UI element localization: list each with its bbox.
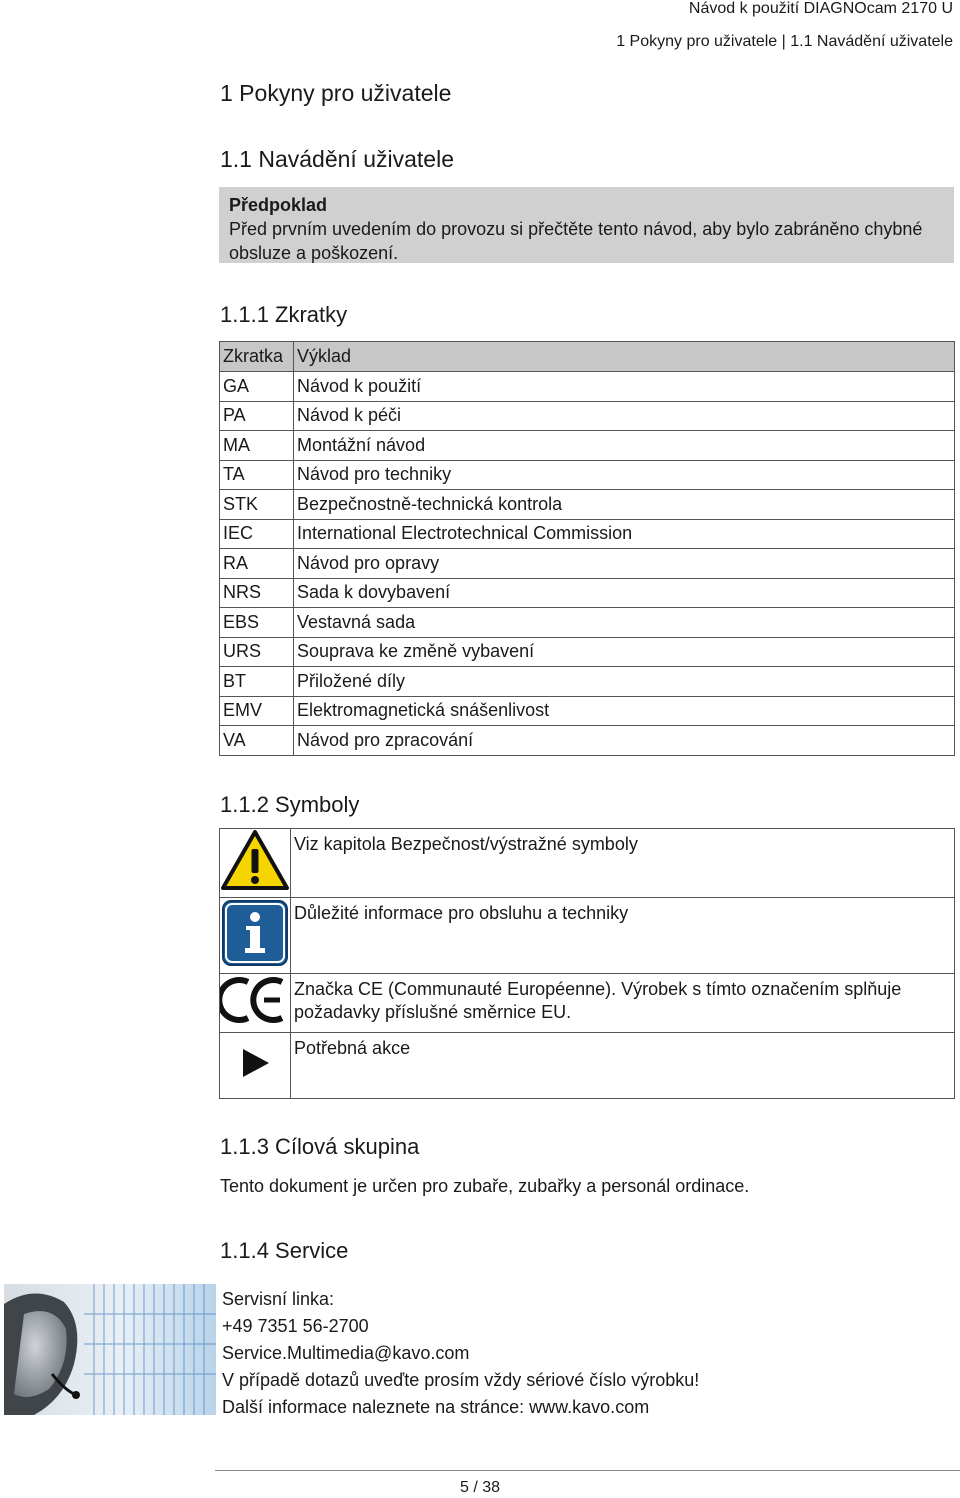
symbols-table [219,828,955,1099]
breadcrumb: 1 Pokyny pro uživatele | 1.1 Navádění uživatele [616,33,953,50]
service-operator-photo [4,1284,216,1415]
table-row [220,1033,955,1099]
prerequisite-text: Před prvním uvedením do provozu si přečtěte tento návod, aby bylo zabráněno chybné obsluze a poškození. [229,219,923,263]
service-line-label: Servisní linka: [222,1289,335,1309]
target-group-text: Tento dokument je určen pro zubaře, zubařky a personál ordinace. [220,1176,750,1196]
table-row [220,549,955,579]
table-row [220,401,955,431]
explanation-cell: Souprava ke změně vybavení [294,637,955,667]
table-header-row [220,342,955,372]
abbreviation-cell: VA [220,726,294,756]
symbol-description: Viz kapitola Bezpečnost/výstražné symboly [291,829,955,898]
abbreviation-cell: MA [220,431,294,461]
service-heading: 1.1.4 Service [220,1238,349,1263]
abbreviations-heading: 1.1.1 Zkratky [220,302,348,327]
column-header: Výklad [294,342,955,372]
table-row [220,431,955,461]
table-row [220,578,955,608]
table-row [220,667,955,697]
table-row [220,829,955,898]
symbol-description: Potřebná akce [291,1033,955,1099]
explanation-cell: Bezpečnostně-technická kontrola [294,490,955,520]
abbreviations-table [219,341,955,756]
action-arrow-icon [235,1043,275,1083]
table-row [220,726,955,756]
ce-mark-icon [220,974,290,1026]
abbreviation-cell: NRS [220,578,294,608]
symbol-description: Značka CE (Communauté Européenne). Výrobek s tímto označením splňuje požadavky příslušné směrnice EU. [291,974,955,1033]
abbreviation-cell: RA [220,549,294,579]
service-contact [222,1286,699,1421]
warning-triangle-icon [220,829,290,891]
explanation-cell: Návod pro zpracování [294,726,955,756]
chapter-title: 1 Pokyny pro uživatele [220,80,452,106]
explanation-cell: Elektromagnetická snášenlivost [294,696,955,726]
table-row [220,974,955,1033]
table-row [220,519,955,549]
abbreviation-cell: GA [220,372,294,402]
explanation-cell: Návod k péči [294,401,955,431]
explanation-cell: Přiložené díly [294,667,955,697]
table-row [220,372,955,402]
target-group-heading: 1.1.3 Cílová skupina [220,1134,420,1159]
symbol-description: Důležité informace pro obsluhu a techniky [291,898,955,974]
page-number: 5 / 38 [459,1479,501,1496]
table-row [220,637,955,667]
prerequisite-title: Předpoklad [229,195,328,215]
service-website: Další informace naleznete na stránce: www.kavo.com [222,1397,650,1417]
service-email: Service.Multimedia@kavo.com [222,1343,470,1363]
symbols-heading: 1.1.2 Symboly [220,792,360,817]
section-title: 1.1 Navádění uživatele [220,146,454,172]
table-row [220,898,955,974]
prerequisite-box [219,187,954,263]
table-row [220,696,955,726]
explanation-cell: Sada k dovybavení [294,578,955,608]
info-icon [221,899,289,967]
doc-title: Návod k použití DIAGNOcam 2170 U [688,0,953,17]
explanation-cell: Vestavná sada [294,608,955,638]
column-header: Zkratka [220,342,294,372]
abbreviation-cell: URS [220,637,294,667]
service-serial-note: V případě dotazů uveďte prosím vždy sériové číslo výrobku! [222,1370,700,1390]
explanation-cell: Návod k použití [294,372,955,402]
abbreviation-cell: TA [220,460,294,490]
table-row [220,490,955,520]
table-row [220,608,955,638]
abbreviation-cell: BT [220,667,294,697]
footer-divider [215,1470,960,1471]
abbreviation-cell: PA [220,401,294,431]
explanation-cell: Montážní návod [294,431,955,461]
abbreviation-cell: EMV [220,696,294,726]
explanation-cell: International Electrotechnical Commission [294,519,955,549]
abbreviation-cell: IEC [220,519,294,549]
explanation-cell: Návod pro techniky [294,460,955,490]
abbreviation-cell: EBS [220,608,294,638]
abbreviation-cell: STK [220,490,294,520]
explanation-cell: Návod pro opravy [294,549,955,579]
service-phone: +49 7351 56-2700 [222,1316,369,1336]
table-row [220,460,955,490]
